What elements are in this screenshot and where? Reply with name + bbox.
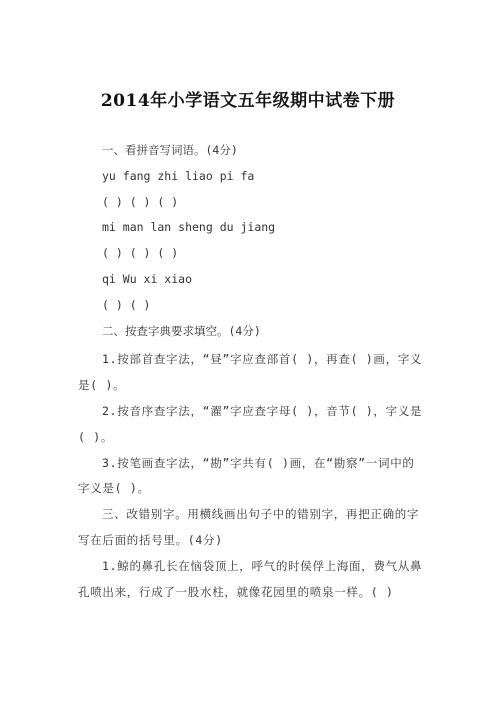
- pinyin-line: qi Wu xi xiao: [102, 271, 193, 286]
- answer-blanks: ( ) ( ): [102, 297, 151, 312]
- question-strokes: 3.按笔画查字法，“勘”字共有( )画，在“勘察”一词中的字义是( )。: [78, 455, 415, 496]
- pinyin-line: yu fang zhi liao pi fa: [102, 168, 255, 183]
- exam-body: [78, 141, 423, 605]
- section-heading-pinyin: 一、看拼音写词语。(4分): [102, 143, 238, 157]
- answer-blanks: ( ) ( ) ( ): [102, 246, 179, 261]
- question-phonetic: 2.按音序查字法，“濯”字应查字母( )，音节( )，字义是( )。: [78, 403, 423, 444]
- answer-blanks: ( ) ( ) ( ): [102, 194, 179, 209]
- section-heading-typos: 三、改错别字。用横线画出句子中的错别字，再把正确的字写在后面的括号里。(4分): [78, 507, 420, 547]
- question-radical: 1.按部首查字法，“昼”字应查部首( )，再查( )画，字义是( )。: [78, 352, 423, 393]
- page-title: 2014年小学语文五年级期中试卷下册: [100, 91, 396, 111]
- section-heading-dictionary: 二、按查字典要求填空。(4分): [102, 323, 261, 338]
- pinyin-line: mi man lan sheng du jiang: [102, 220, 276, 235]
- question-typo-sentence: 1.鲸的鼻孔长在恼袋顶上，呼气的时侯俘上海面，费气从鼻孔喷出来，行成了一股水柱，就像花园里的喷泉一样。( ): [78, 558, 423, 599]
